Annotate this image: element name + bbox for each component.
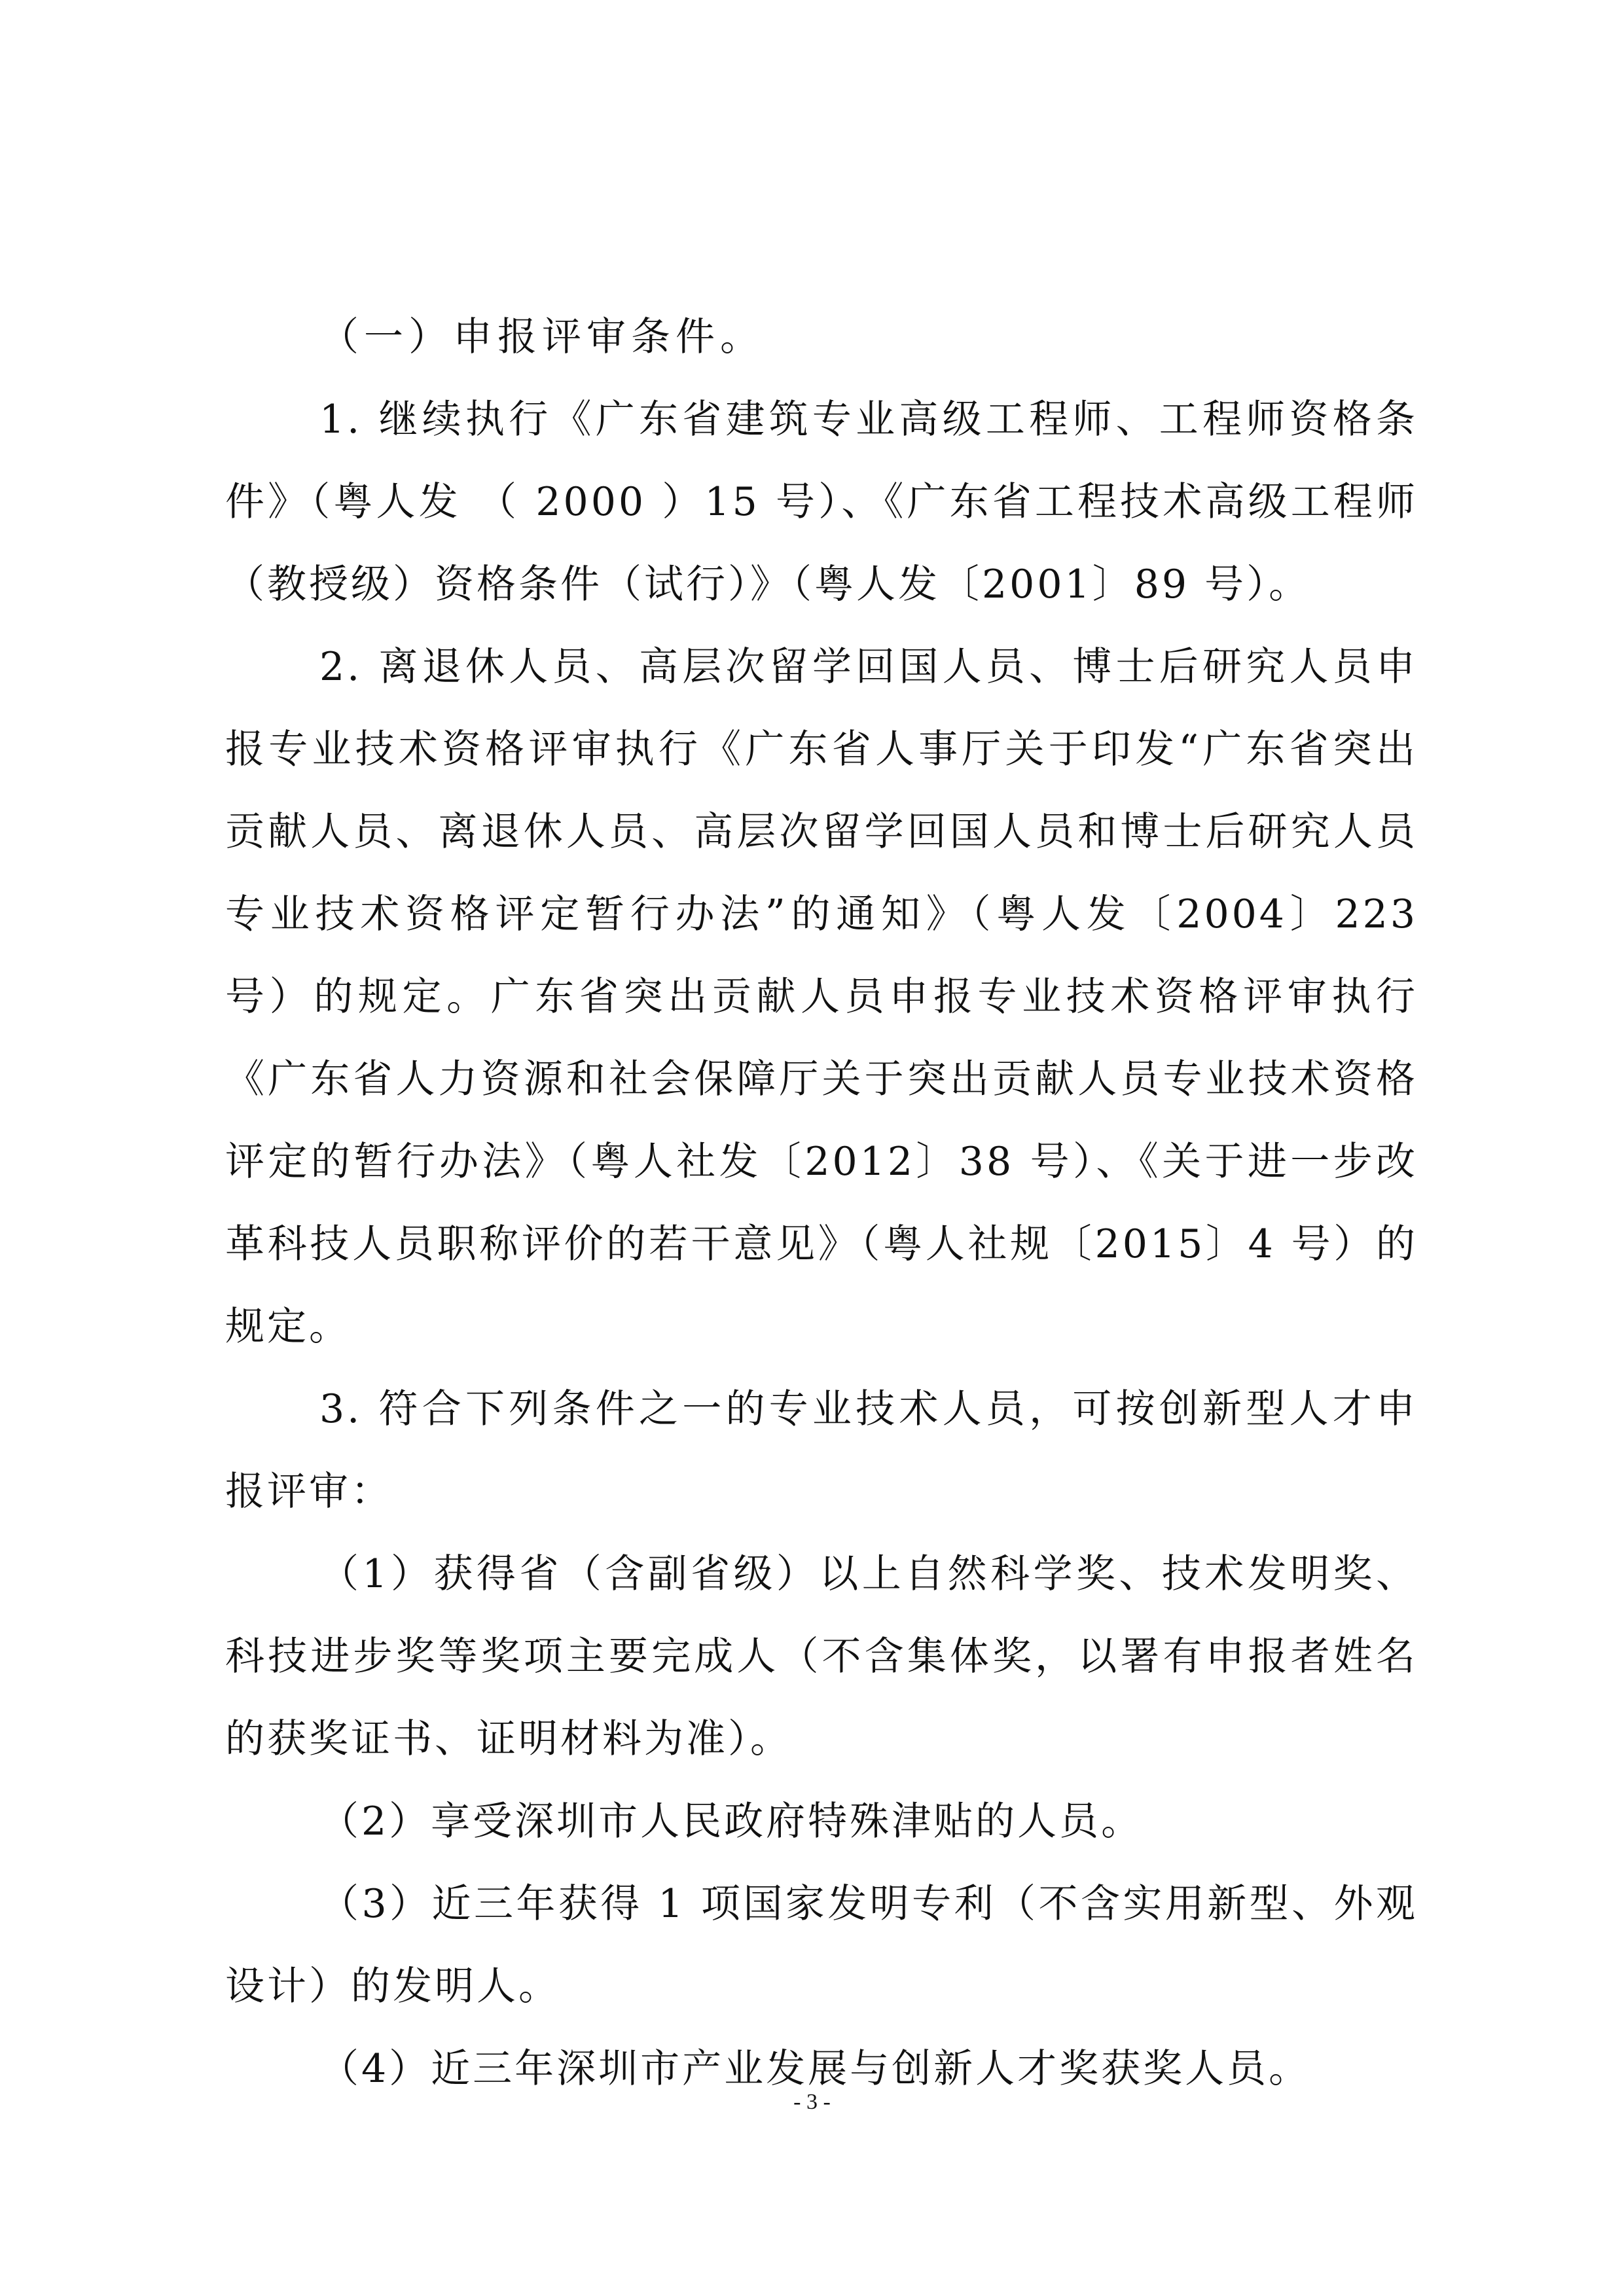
document-body — [225, 296, 1418, 2110]
paragraph-3: 3. 符合下列条件之一的专业技术人员，可按创新型人才申报评审： — [225, 1386, 1418, 1515]
list-item-3: （3）近三年获得 1 项国家发明专利（不含实用新型、外观设计）的发明人。 — [225, 1881, 1418, 2009]
list-item-4: （4）近三年深圳市产业发展与创新人才奖获奖人员。 — [319, 2046, 1311, 2092]
section-heading: （一）申报评审条件。 — [319, 314, 765, 360]
page-number: - 3 - — [793, 2090, 831, 2114]
paragraph-1: 1. 继续执行《广东省建筑专业高级工程师、工程师资格条件》（粤人发 （ 2000 ）15 号）、《广东省工程技术高级工程师（教授级）资格条件（试行）》（粤人发〔2001〕89 号）。 — [225, 397, 1418, 607]
list-item-1: （1）获得省（含副省级）以上自然科学奖、技术发明奖、科技进步奖等奖项主要完成人（不含集体奖，以署有申报者姓名的获奖证书、证明材料为准）。 — [225, 1551, 1418, 1762]
paragraph-2: 2. 离退休人员、高层次留学回国人员、博士后研究人员申报专业技术资格评审执行《广东省人事厅关于印发“广东省突出贡献人员、离退休人员、高层次留学回国人员和博士后研究人员专业技术资格评定暂行办法”的通知》（粤人发〔2004〕223 号）的规定。广东省突出贡献人员申报专业技术资格评审执行《广东省人力资源和社会保障厅关于突出贡献人员专业技术资格评定的暂行办法》（粤人社发〔2012〕38 号）、《关于进一步改革科技人员职称评价的若干意见》（粤人社规〔2015〕4 号）的规定。 — [225, 644, 1418, 1350]
list-item-2: （2）享受深圳市人民政府特殊津贴的人员。 — [319, 1799, 1144, 1844]
